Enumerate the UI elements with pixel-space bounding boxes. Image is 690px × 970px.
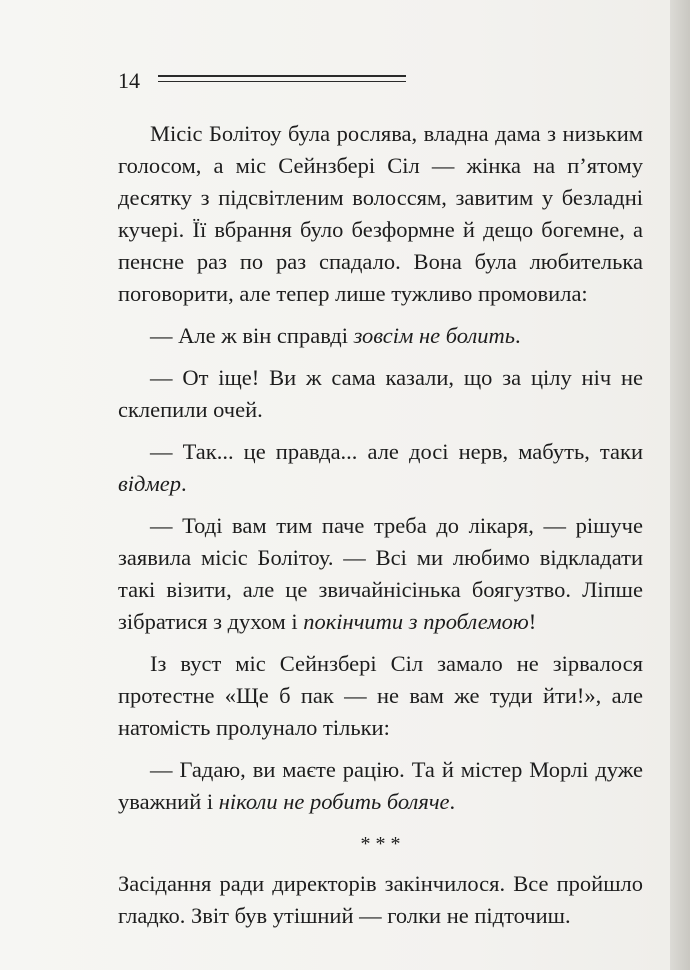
paragraph-4: — Так... це правда... але досі нерв, мабуть, таки відмер. bbox=[118, 439, 643, 496]
header-rule bbox=[158, 75, 406, 82]
page-header bbox=[118, 66, 408, 96]
paragraph-5: — Тоді вам тим паче треба до лікаря, — рішуче заявила місіс Болітоу. — Всі ми любимо відкладати такі візити, але це звичайнісінька боягузтво. Ліпше зібратися з духом і покінчити з проблемою! bbox=[118, 513, 643, 634]
emphasis-text: відмер bbox=[118, 471, 181, 496]
emphasis-text: покінчити з проблемою bbox=[303, 609, 529, 634]
body-text bbox=[118, 118, 643, 932]
paragraph-7: — Гадаю, ви маєте рацію. Та й містер Морлі дуже уважний і ніколи не робить боляче. bbox=[118, 757, 643, 814]
section-separator: * * * bbox=[360, 833, 401, 855]
emphasis-text: зовсім не болить bbox=[353, 323, 516, 348]
paragraph-8: Засідання ради директорів закінчилося. Все пройшло гладко. Звіт був утішний — голки не підточиш. bbox=[118, 871, 643, 928]
emphasis-text: ніколи не робить боляче bbox=[218, 789, 450, 814]
page-number: 14 bbox=[118, 68, 140, 93]
paragraph-2: — Але ж він справді зовсім не болить. bbox=[150, 323, 521, 348]
paragraph-1: Місіс Болітоу була рослява, владна дама з низьким голосом, а міс Сейнзбері Сіл — жінка на п’ятому десятку з підсвітленим волоссям, завитим у безладні кучері. Її вбрання було безформне й дещо богемне, а пенсне раз по раз спадало. Вона була любителька поговорити, але тепер лише тужливо промовила: bbox=[118, 121, 643, 306]
page-edge bbox=[670, 0, 690, 970]
paragraph-3: — От іще! Ви ж сама казали, що за цілу ніч не склепили очей. bbox=[118, 365, 643, 422]
paragraph-6: Із вуст міс Сейнзбері Сіл замало не зірвалося протестне «Ще б пак — не вам же туди йти!», але натомість пролунало тільки: bbox=[118, 651, 643, 740]
